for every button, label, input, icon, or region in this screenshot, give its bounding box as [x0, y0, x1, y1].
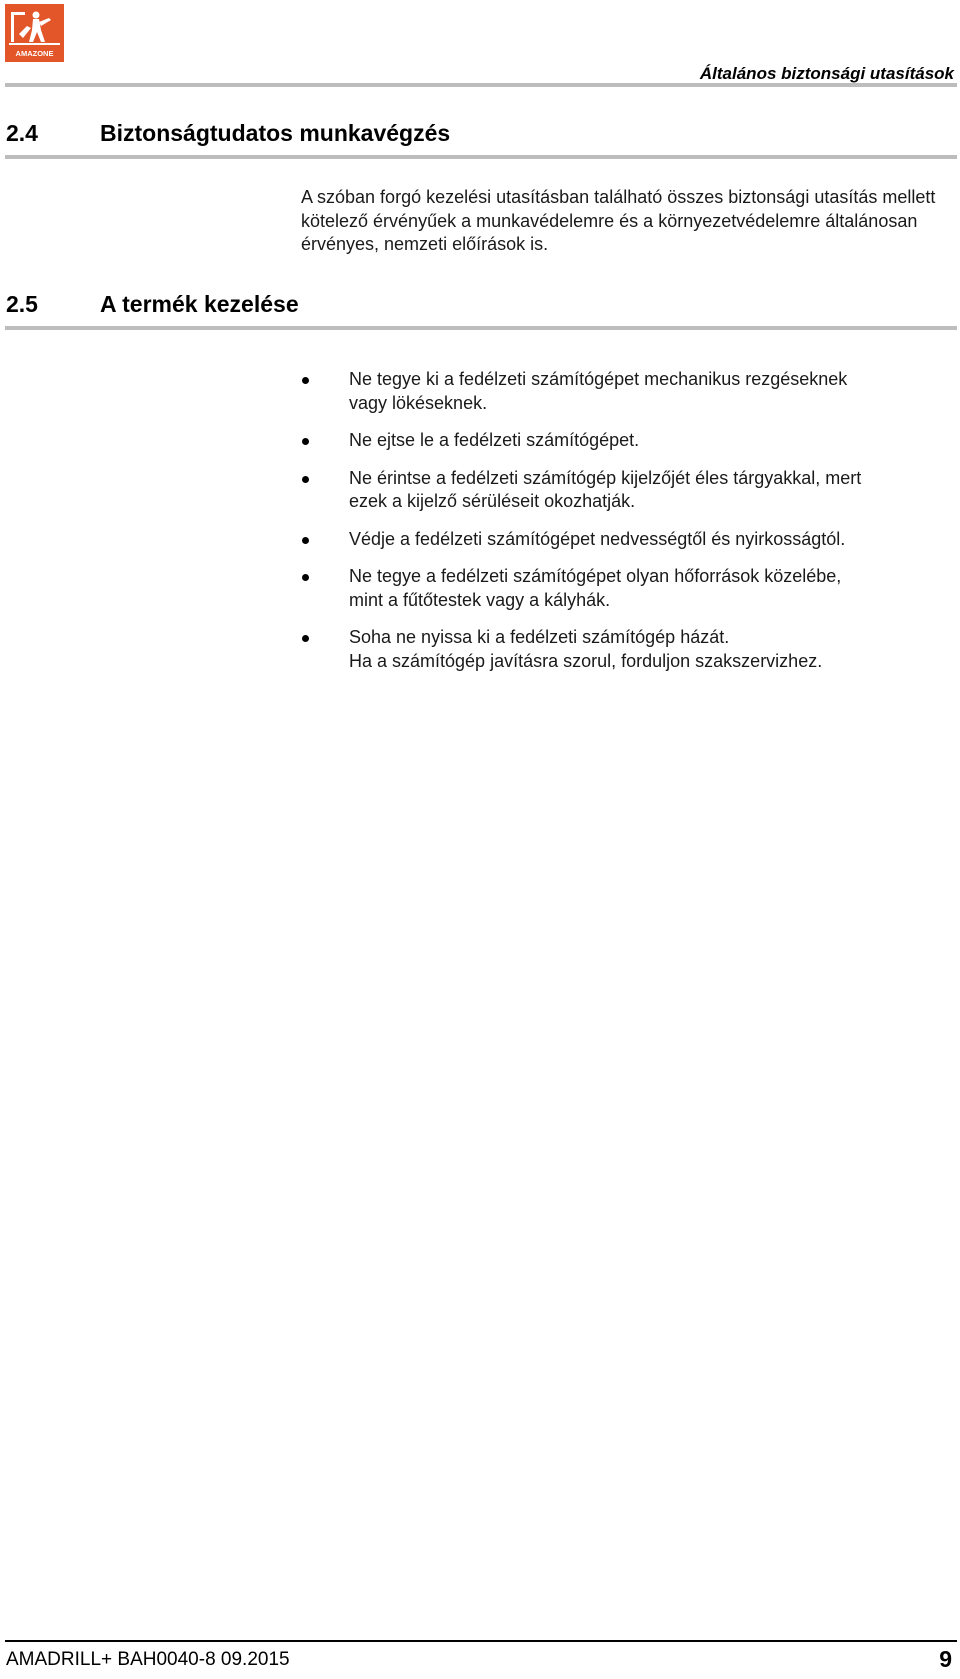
list-item-text: mint a fűtőtestek vagy a kályhák.	[349, 589, 611, 610]
list-item-text: Ne ejtse le a fedélzeti számítógépet.	[349, 430, 640, 450]
list-item	[0, 368, 960, 415]
list-item	[0, 429, 960, 453]
section-divider	[5, 326, 957, 330]
section-title: A termék kezelése	[100, 291, 299, 317]
bullet-icon	[302, 476, 309, 483]
page-number: 9	[939, 1646, 952, 1672]
footer-doc-ref: AMADRILL+ BAH0040-8 09.2015	[6, 1649, 290, 1670]
list-item-text: Ne tegye ki a fedélzeti számítógépet mechanikus rezgéseknek	[349, 369, 848, 389]
svg-text:AMAZONE: AMAZONE	[15, 49, 54, 58]
section-number: 2.4	[6, 120, 38, 146]
list-item-text: Soha ne nyissa ki a fedélzeti számítógép házát.	[349, 627, 730, 647]
section-number: 2.5	[6, 291, 38, 317]
list-item	[0, 467, 960, 514]
bullet-icon	[302, 438, 309, 445]
list-item	[0, 565, 960, 612]
list-item	[0, 528, 960, 552]
bullet-icon	[302, 377, 309, 384]
section-title: Biztonságtudatos munkavégzés	[100, 120, 451, 146]
list-item-text: Ne érintse a fedélzeti számítógép kijelzőjét éles tárgyakkal, mert	[349, 467, 862, 488]
section-paragraph: A szóban forgó kezelési utasításban található összes biztonsági utasítás mellett kötelező érvényűek a munkavédelemre és a környezetvédelemre általánosan érvényes, nemzeti előírások is.	[301, 187, 936, 254]
list-item-text: vagy lökéseknek.	[349, 392, 488, 413]
list-item-text: ezek a kijelző sérüléseit okozhatják.	[349, 491, 636, 511]
list-item-text: Védje a fedélzeti számítógépet nedvességtől és nyirkosságtól.	[349, 528, 846, 549]
bullet-icon	[302, 574, 309, 581]
section-divider	[5, 155, 957, 159]
list-item-text: Ha a számítógép javításra szorul, forduljon szakszervizhez.	[349, 650, 823, 671]
amazone-logo	[5, 4, 64, 62]
bullet-icon	[302, 537, 309, 544]
list-item	[0, 626, 960, 673]
header-divider	[5, 83, 957, 87]
header-title: Általános biztonsági utasítások	[699, 64, 954, 83]
bullet-icon	[302, 635, 309, 642]
footer-divider	[5, 1640, 957, 1642]
bullet-list	[0, 368, 960, 687]
list-item-text: Ne tegye a fedélzeti számítógépet olyan hőforrások közelébe,	[349, 566, 842, 586]
